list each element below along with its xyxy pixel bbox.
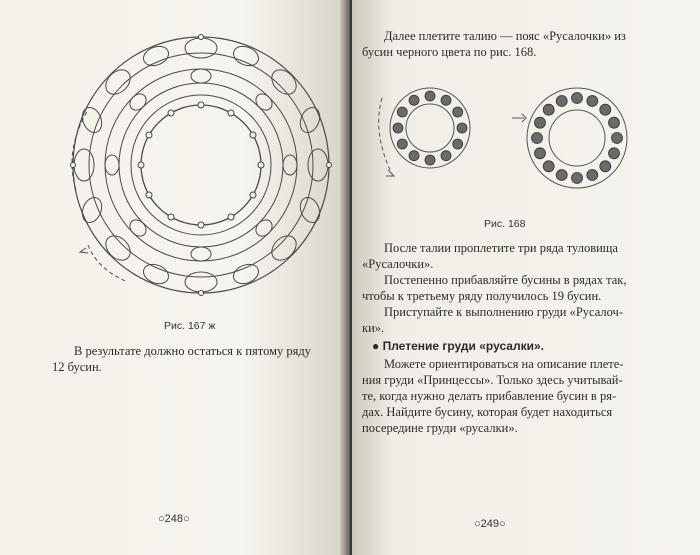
- figure-167-caption: Рис. 167 ж: [164, 320, 216, 332]
- p4-line-3: те, когда нужно делать прибавление бусин в ря-: [362, 389, 617, 403]
- bead: [453, 139, 463, 149]
- bead: [397, 107, 407, 117]
- left-paragraph-line-1: В результате должно остаться к пятому ряду: [74, 344, 311, 358]
- bead: [535, 148, 546, 159]
- bead: [441, 95, 451, 105]
- p3-line-1: Приступайте к выполнению груди «Русалоч-: [384, 305, 623, 319]
- left-paragraph-line-2: 12 бусин.: [52, 360, 102, 374]
- p4-line-2: ния груди «Принцессы». Только здесь учитывай-: [362, 373, 623, 387]
- section-heading: [372, 338, 692, 354]
- p1-line-2: «Русалочки».: [362, 257, 434, 271]
- bullet-icon: ●: [372, 339, 383, 353]
- figure-168-bead-rings: [362, 78, 662, 208]
- figure-168-caption: Рис. 168: [484, 218, 526, 230]
- bead: [393, 123, 403, 133]
- left-page: [0, 0, 346, 555]
- bead: [609, 117, 620, 128]
- p1-line-1: После талии проплетите три ряда туловища: [384, 241, 618, 255]
- left-page-number: ○248○: [158, 513, 190, 525]
- p2-line-2: чтобы к третьему ряду получилось 19 бусин.: [362, 289, 602, 303]
- bead: [556, 170, 567, 181]
- bead: [587, 96, 598, 107]
- p4-line-1: Можете ориентироваться на описание плете-: [384, 357, 624, 371]
- bead: [609, 148, 620, 159]
- p4-line-4: дах. Найдите бусину, которая будет находиться: [362, 405, 613, 419]
- bead: [441, 151, 451, 161]
- bead: [600, 161, 611, 172]
- bead: [535, 117, 546, 128]
- bead: [457, 123, 467, 133]
- bead: [532, 133, 543, 144]
- bead: [556, 96, 567, 107]
- bead: [600, 104, 611, 115]
- bead: [587, 170, 598, 181]
- bead: [572, 93, 583, 104]
- bead: [425, 91, 435, 101]
- bead: [543, 161, 554, 172]
- bead: [409, 151, 419, 161]
- right-page-number: ○249○: [474, 518, 506, 530]
- bead: [409, 95, 419, 105]
- bead: [572, 173, 583, 184]
- bead: [543, 104, 554, 115]
- section-heading-text: Плетение груди «русалки».: [382, 339, 544, 353]
- p2-line-1: Постепенно прибавляйте бусины в рядах так,: [384, 273, 627, 287]
- p3-line-2: ки».: [362, 321, 385, 335]
- bead: [397, 139, 407, 149]
- right-page: [352, 0, 700, 555]
- figure-167-beading-diagram: [58, 20, 344, 310]
- intro-line-1: Далее плетите талию — пояс «Русалочки» из: [384, 29, 626, 43]
- bead: [425, 155, 435, 165]
- bead: [612, 133, 623, 144]
- intro-line-2: бусин черного цвета по рис. 168.: [362, 45, 537, 59]
- p4-line-5: посередине груди «русалки».: [362, 421, 518, 435]
- bead: [453, 107, 463, 117]
